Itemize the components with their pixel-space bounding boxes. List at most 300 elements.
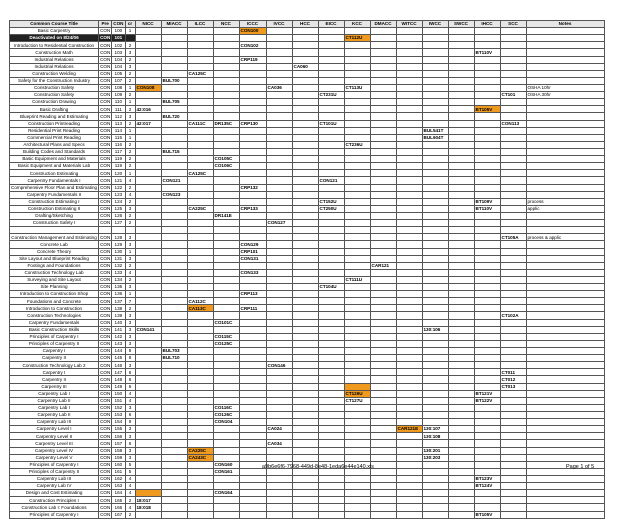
table-cell [187, 504, 213, 511]
notes-cell [526, 390, 604, 397]
table-cell: 124 [112, 198, 125, 205]
table-cell [135, 404, 161, 411]
table-cell [370, 255, 396, 262]
table-cell [396, 198, 422, 205]
table-cell [422, 355, 448, 362]
table-row [10, 476, 605, 483]
table-cell [474, 248, 500, 255]
table-cell: CON [100, 135, 111, 140]
table-cell [344, 362, 370, 369]
table-cell [422, 419, 448, 426]
table-cell [318, 156, 344, 163]
table-cell [500, 63, 526, 70]
table-cell [396, 348, 422, 355]
table-cell: CON [100, 277, 111, 283]
table-cell [161, 28, 187, 35]
table-cell: 2 [125, 497, 135, 504]
table-cell [266, 184, 292, 191]
table-cell [396, 440, 422, 447]
table-cell [344, 120, 370, 127]
table-cell: 3 [125, 426, 135, 433]
course-title-cell: Carpentry Level IV [10, 447, 99, 454]
table-row [10, 248, 605, 255]
table-cell [318, 170, 344, 177]
table-cell [161, 49, 187, 56]
course-title-cell: Construction Drawing [10, 99, 99, 106]
table-cell [370, 447, 396, 454]
table-cell [187, 77, 213, 84]
table-cell: 105 [112, 70, 125, 77]
table-row [10, 205, 605, 212]
table-cell [135, 184, 161, 191]
table-cell: 2 [125, 70, 135, 77]
table-cell [135, 148, 161, 155]
table-cell: 165 [112, 497, 125, 504]
notes-cell [526, 212, 604, 219]
notes-cell [526, 148, 604, 155]
table-cell [422, 163, 448, 170]
table-cell [370, 177, 396, 184]
table-cell [448, 497, 474, 504]
table-cell [266, 248, 292, 255]
table-cell [213, 177, 239, 184]
table-cell [161, 35, 187, 42]
table-cell: 130:107 [422, 426, 448, 433]
table-cell [474, 42, 500, 49]
table-cell [135, 397, 161, 404]
table-cell [135, 49, 161, 56]
table-cell [474, 276, 500, 283]
table-cell: CON [100, 383, 111, 389]
table-cell: CON [100, 426, 111, 432]
table-cell: CON [100, 270, 111, 276]
table-cell [266, 298, 292, 305]
table-cell: 146 [112, 362, 125, 369]
table-cell [396, 141, 422, 148]
course-title-cell: Residential Print Reading [10, 127, 99, 134]
table-cell [422, 212, 448, 219]
notes-cell [526, 262, 604, 269]
table-cell [370, 234, 396, 241]
table-cell [135, 77, 161, 84]
table-cell [344, 156, 370, 163]
table-cell [422, 412, 448, 419]
course-title-cell: Carpentry Level III [10, 440, 99, 447]
table-cell [500, 298, 526, 305]
table-cell [474, 376, 500, 383]
table-cell: 133 [112, 269, 125, 276]
course-title-cell: Carpentry Lab III [10, 476, 99, 483]
table-cell [266, 177, 292, 184]
table-cell [500, 362, 526, 369]
notes-cell [526, 490, 604, 497]
table-cell: 1 [125, 248, 135, 255]
table-row [10, 333, 605, 340]
table-cell [500, 397, 526, 404]
table-cell [318, 148, 344, 155]
notes-cell [526, 298, 604, 305]
table-cell [396, 454, 422, 461]
table-cell [318, 84, 344, 91]
table-cell [500, 447, 526, 454]
table-cell [266, 490, 292, 497]
table-cell [292, 376, 318, 383]
course-title-cell: Industrial Relations [10, 63, 99, 70]
table-cell [396, 298, 422, 305]
table-cell [396, 447, 422, 454]
table-cell [292, 134, 318, 141]
table-cell [318, 63, 344, 70]
table-cell: 1 [125, 291, 135, 298]
table-cell [448, 355, 474, 362]
table-cell [187, 227, 213, 234]
notes-cell: process & applic [526, 234, 604, 241]
table-cell [370, 84, 396, 91]
table-row [10, 56, 605, 63]
table-cell: CON [100, 28, 111, 34]
notes-cell [526, 497, 604, 504]
table-cell [213, 170, 239, 177]
table-cell [448, 276, 474, 283]
table-cell [422, 28, 448, 35]
table-cell [422, 284, 448, 291]
table-cell [161, 291, 187, 298]
table-cell [135, 419, 161, 426]
table-cell [396, 134, 422, 141]
table-cell [213, 191, 239, 198]
table-cell [448, 333, 474, 340]
table-cell [213, 56, 239, 63]
table-row [10, 412, 605, 419]
table-cell [135, 63, 161, 70]
table-cell: CON [100, 191, 111, 197]
table-cell [187, 106, 213, 113]
course-title-cell: Commercial Print Reading [10, 134, 99, 141]
table-cell: CRP119 [239, 56, 266, 63]
table-cell [239, 234, 266, 241]
table-cell: 104 [112, 56, 125, 63]
table-cell [292, 35, 318, 42]
notes-cell [526, 49, 604, 56]
table-cell: 159 [112, 454, 125, 461]
table-cell [474, 426, 500, 433]
table-cell [239, 426, 266, 433]
table-cell [370, 504, 396, 511]
notes-cell [526, 177, 604, 184]
table-cell [266, 340, 292, 347]
table-cell [344, 369, 370, 376]
table-cell [448, 63, 474, 70]
table-row [10, 99, 605, 106]
table-cell [213, 454, 239, 461]
table-cell [239, 134, 266, 141]
table-cell [370, 248, 396, 255]
course-title-cell: Safety for the Construction Industry [10, 77, 99, 84]
table-cell [396, 305, 422, 312]
course-title-cell: Deactivated on 8/24/06 [10, 35, 99, 42]
table-cell [370, 191, 396, 198]
table-cell [422, 383, 448, 390]
table-cell [266, 433, 292, 440]
table-cell [135, 205, 161, 212]
table-cell [161, 234, 187, 241]
table-cell [422, 106, 448, 113]
table-cell [266, 504, 292, 511]
table-cell [135, 276, 161, 283]
table-cell [239, 319, 266, 326]
table-cell [448, 77, 474, 84]
table-cell: CON [100, 511, 111, 517]
table-cell [135, 255, 161, 262]
table-cell [266, 404, 292, 411]
table-cell [370, 497, 396, 504]
table-cell: 2 [125, 120, 135, 127]
table-cell [500, 127, 526, 134]
notes-cell [526, 440, 604, 447]
course-title-cell: Carpentry Lab I [10, 390, 99, 397]
table-cell [318, 127, 344, 134]
table-cell [292, 156, 318, 163]
table-cell [422, 291, 448, 298]
table-cell [318, 376, 344, 383]
table-cell [161, 70, 187, 77]
table-cell [318, 369, 344, 376]
table-cell [292, 383, 318, 390]
table-cell [500, 70, 526, 77]
column-header: MIACC [161, 21, 187, 28]
table-cell [396, 284, 422, 291]
table-cell [344, 440, 370, 447]
table-cell: CON108 [135, 84, 161, 91]
table-cell: CON [100, 412, 111, 418]
table-cell [161, 369, 187, 376]
table-cell [396, 28, 422, 35]
table-cell [161, 404, 187, 411]
table-cell [344, 49, 370, 56]
table-cell [318, 276, 344, 283]
table-cell: CO105C [213, 156, 239, 163]
table-cell [422, 184, 448, 191]
table-cell [239, 504, 266, 511]
table-cell: 1 [125, 134, 135, 141]
table-cell [187, 376, 213, 383]
table-cell: CT126U [344, 390, 370, 397]
course-title-cell: Construction Safety I [10, 220, 99, 227]
table-cell [187, 84, 213, 91]
table-cell [318, 490, 344, 497]
course-title-cell: Basic Carpentry [10, 28, 99, 35]
table-cell [318, 511, 344, 518]
table-cell [239, 397, 266, 404]
table-cell [161, 56, 187, 63]
notes-cell [526, 255, 604, 262]
table-cell [318, 326, 344, 333]
table-cell [422, 369, 448, 376]
table-row [10, 156, 605, 163]
notes-cell [526, 170, 604, 177]
table-cell [213, 269, 239, 276]
table-cell [344, 56, 370, 63]
table-cell [292, 191, 318, 198]
table-cell [239, 113, 266, 120]
table-cell [344, 355, 370, 362]
table-cell [474, 84, 500, 91]
table-cell [396, 177, 422, 184]
table-cell [213, 248, 239, 255]
table-cell: BUL604T [422, 134, 448, 141]
table-row [10, 419, 605, 426]
table-cell [239, 141, 266, 148]
table-cell [396, 340, 422, 347]
table-cell [266, 476, 292, 483]
table-cell [187, 476, 213, 483]
table-cell [266, 92, 292, 99]
course-title-cell: Site Layout and Blueprint Reading [10, 255, 99, 262]
table-cell [318, 447, 344, 454]
table-cell [396, 326, 422, 333]
table-cell [187, 333, 213, 340]
table-cell [318, 269, 344, 276]
table-cell [239, 476, 266, 483]
table-cell [161, 127, 187, 134]
table-cell [396, 262, 422, 269]
table-cell [318, 262, 344, 269]
notes-cell [526, 35, 604, 42]
course-title-cell: Comprehensive Floor Plan and Estimating [11, 184, 98, 190]
table-cell [213, 113, 239, 120]
table-cell [266, 163, 292, 170]
table-cell [474, 383, 500, 390]
table-cell: CON133 [239, 269, 266, 276]
table-cell [292, 127, 318, 134]
table-cell [344, 504, 370, 511]
table-cell: 2 [125, 42, 135, 49]
table-cell [448, 312, 474, 319]
table-cell [474, 241, 500, 248]
table-cell [474, 227, 500, 234]
table-cell: CON [100, 291, 111, 297]
table-cell [344, 70, 370, 77]
table-cell [266, 269, 292, 276]
table-cell [318, 106, 344, 113]
table-cell [266, 134, 292, 141]
notes-cell [526, 63, 604, 70]
table-cell [292, 433, 318, 440]
column-header: SCC [500, 21, 526, 28]
table-cell [318, 113, 344, 120]
table-cell: 119 [112, 163, 125, 170]
column-header: EICC [318, 21, 344, 28]
table-cell [135, 426, 161, 433]
table-cell [135, 234, 161, 241]
notes-cell [526, 163, 604, 170]
table-cell [135, 291, 161, 298]
table-cell [448, 362, 474, 369]
table-cell [135, 191, 161, 198]
table-cell [187, 419, 213, 426]
table-cell [370, 205, 396, 212]
table-cell [292, 248, 318, 255]
table-cell [135, 269, 161, 276]
table-cell [135, 333, 161, 340]
table-cell [161, 220, 187, 227]
table-cell: 2 [125, 148, 135, 155]
notes-cell [526, 42, 604, 49]
table-cell [396, 56, 422, 63]
table-cell [318, 99, 344, 106]
table-cell [500, 241, 526, 248]
table-cell [266, 70, 292, 77]
table-cell [448, 426, 474, 433]
table-cell [239, 262, 266, 269]
table-cell [370, 92, 396, 99]
notes-cell [526, 127, 604, 134]
table-cell: BT123V [474, 476, 500, 483]
table-cell [266, 227, 292, 234]
table-cell [344, 148, 370, 155]
table-cell: 3 [125, 284, 135, 291]
table-cell: 107 [112, 77, 125, 84]
table-cell [448, 184, 474, 191]
table-cell [370, 397, 396, 404]
table-cell [448, 490, 474, 497]
table-cell: 127 [112, 220, 125, 227]
table-cell: 149 [112, 383, 125, 390]
column-header: SWCC [448, 21, 474, 28]
table-cell [161, 504, 187, 511]
table-cell: CON [100, 156, 111, 162]
table-cell [448, 156, 474, 163]
table-cell: CON [100, 99, 111, 105]
course-title-cell: Construction Welding [10, 70, 99, 77]
table-cell [239, 70, 266, 77]
table-cell [474, 369, 500, 376]
table-cell: CON [100, 405, 111, 411]
table-cell [318, 248, 344, 255]
table-cell [161, 447, 187, 454]
column-header: Notes [526, 21, 604, 28]
table-cell [344, 106, 370, 113]
table-cell [422, 99, 448, 106]
table-cell [292, 113, 318, 120]
table-cell: 104 [112, 63, 125, 70]
table-cell [239, 156, 266, 163]
table-cell [292, 312, 318, 319]
table-cell [239, 355, 266, 362]
table-cell [318, 454, 344, 461]
table-cell [318, 241, 344, 248]
table-cell [448, 298, 474, 305]
table-cell [500, 511, 526, 518]
table-cell [474, 305, 500, 312]
table-cell [396, 120, 422, 127]
table-cell: CAR121E [396, 426, 422, 433]
table-cell [187, 262, 213, 269]
table-cell [135, 70, 161, 77]
table-cell: 123 [112, 191, 125, 198]
table-cell [448, 163, 474, 170]
table-cell [135, 156, 161, 163]
course-title-cell: Footings and Foundations [10, 262, 99, 269]
table-cell [474, 412, 500, 419]
notes-cell [526, 454, 604, 461]
table-cell [422, 205, 448, 212]
table-cell: CON [100, 71, 111, 77]
table-cell [448, 255, 474, 262]
table-row [10, 170, 605, 177]
notes-cell: process [526, 198, 604, 205]
table-cell [161, 305, 187, 312]
